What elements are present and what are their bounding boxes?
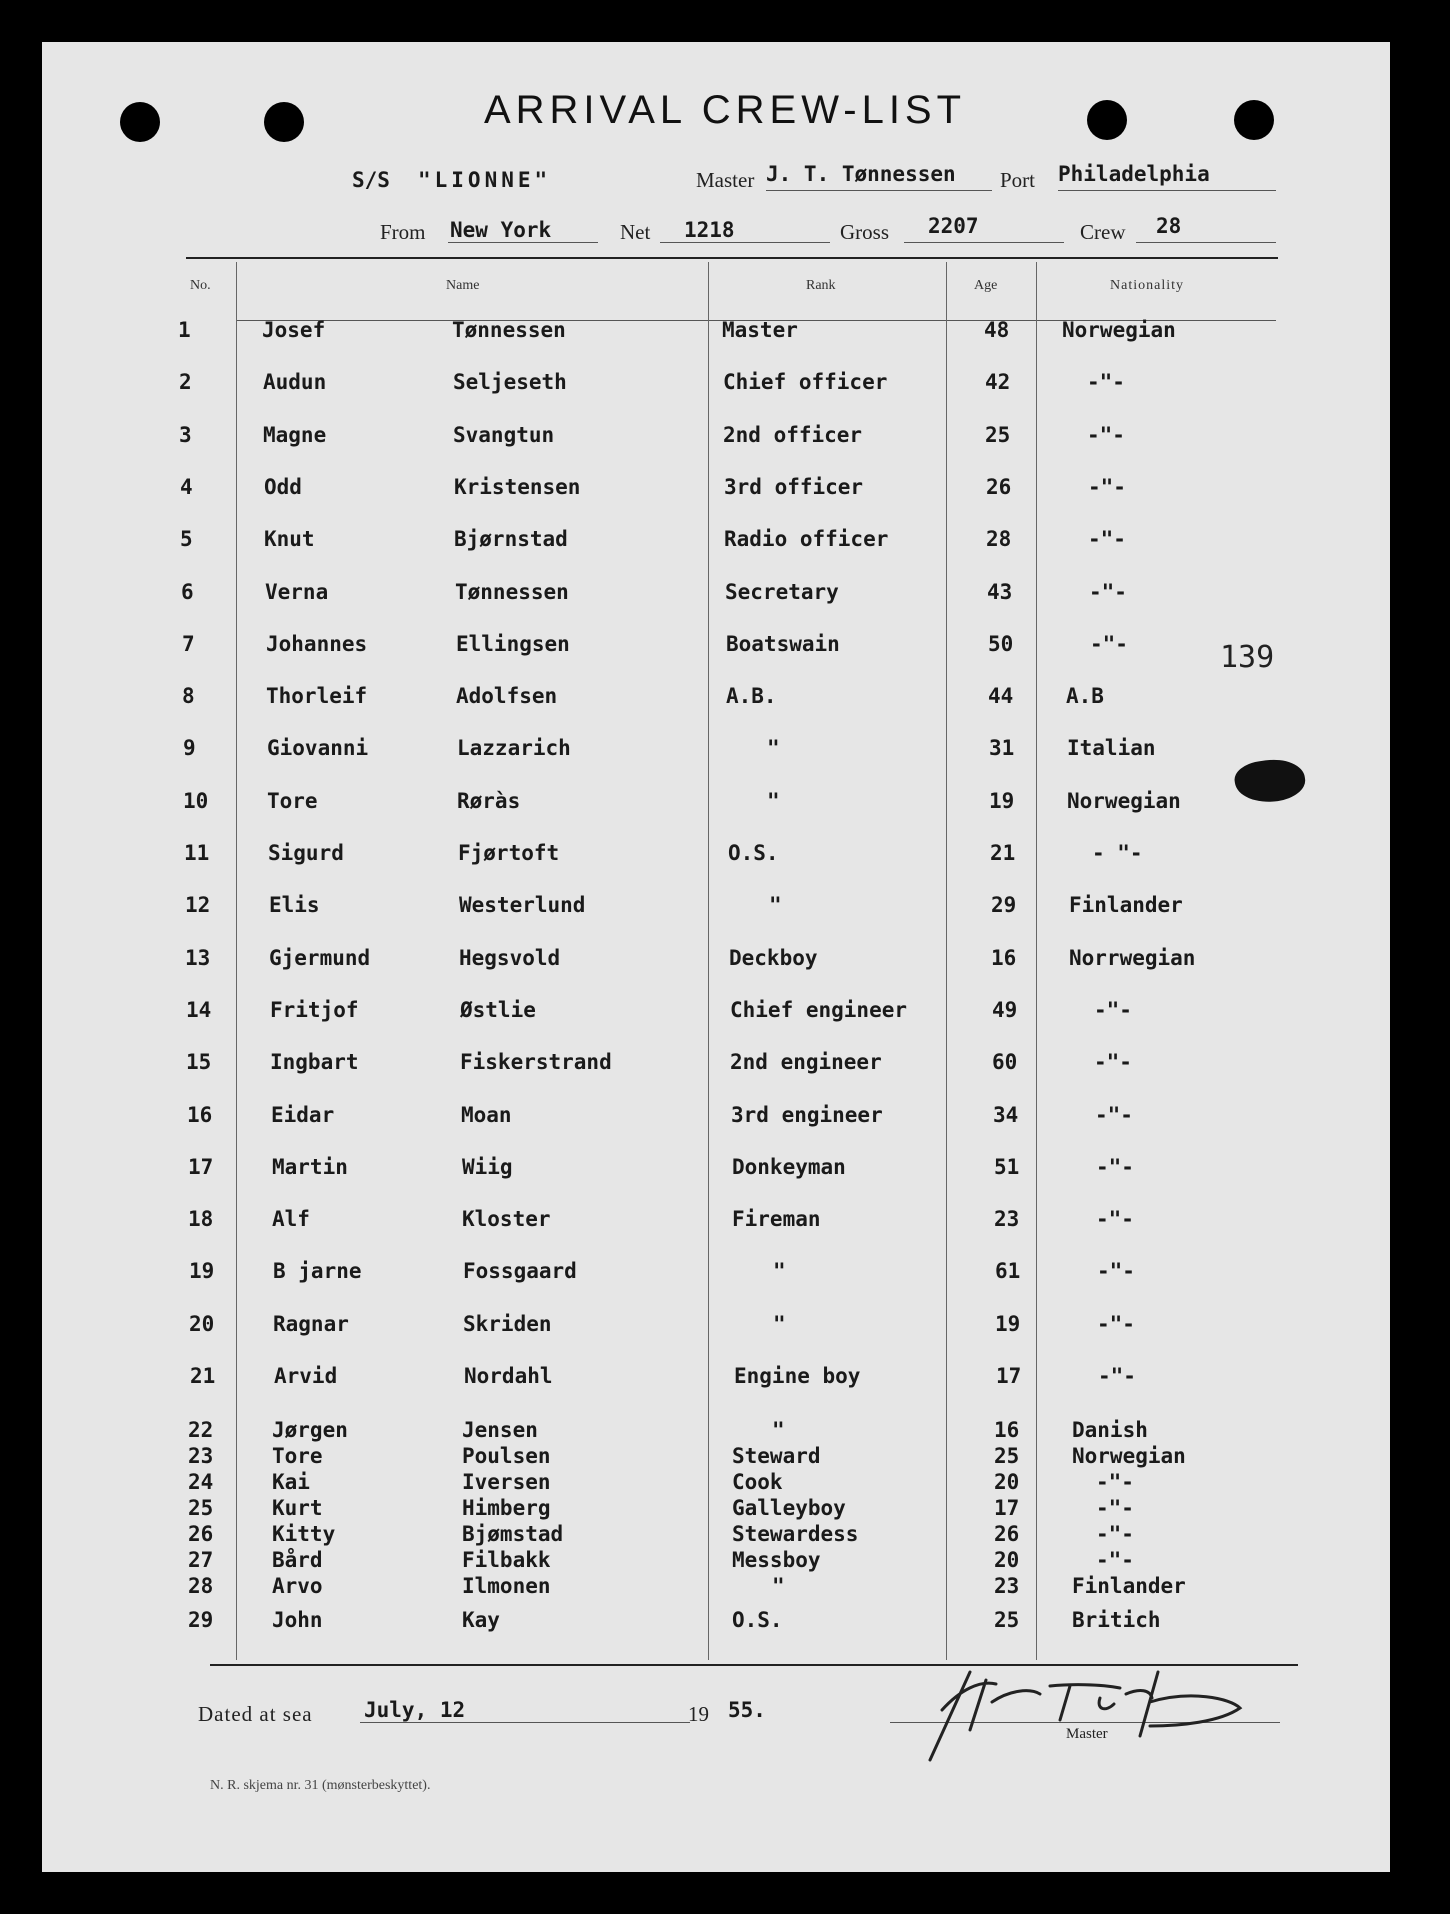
crew-no: 8 bbox=[182, 684, 195, 709]
crew-rank: Engine boy bbox=[734, 1364, 861, 1388]
crew-last-name: Westerlund bbox=[459, 893, 586, 918]
crew-age: 25 bbox=[985, 422, 1011, 447]
crew-no: 21 bbox=[190, 1364, 216, 1388]
crew-no: 9 bbox=[183, 736, 196, 761]
crew-no: 18 bbox=[188, 1207, 214, 1232]
crew-label: Crew bbox=[1080, 220, 1126, 244]
crew-rank: " bbox=[773, 1311, 786, 1336]
gross-value: 2207 bbox=[928, 214, 979, 238]
crew-no: 22 bbox=[188, 1418, 214, 1442]
crew-nationality: Norwegian bbox=[1072, 1444, 1186, 1468]
crew-first-name: Martin bbox=[272, 1154, 348, 1179]
crew-nationality: Norwegian bbox=[1062, 318, 1176, 342]
crew-last-name: Ilmonen bbox=[462, 1574, 551, 1598]
crew-rank: " bbox=[772, 1574, 785, 1598]
crew-no: 19 bbox=[189, 1259, 215, 1284]
crew-age: 31 bbox=[989, 736, 1015, 761]
dated-year-suffix: 55. bbox=[728, 1698, 766, 1722]
table-row bbox=[0, 580, 1450, 610]
table-row bbox=[0, 736, 1450, 766]
crew-rank: Steward bbox=[732, 1444, 821, 1468]
crew-first-name: Thorleif bbox=[266, 684, 368, 709]
crew-first-name: Alf bbox=[272, 1207, 310, 1232]
crew-nationality: -"- bbox=[1087, 422, 1125, 447]
table-row bbox=[0, 1155, 1450, 1185]
crew-nationality: -"- bbox=[1094, 997, 1132, 1022]
stamp-number: 139 bbox=[1220, 640, 1275, 675]
crew-nationality: -"- bbox=[1096, 1548, 1134, 1572]
form-footer: N. R. skjema nr. 31 (mønsterbeskyttet). bbox=[210, 1778, 431, 1793]
crew-first-name: John bbox=[272, 1608, 323, 1632]
crew-last-name: Moan bbox=[461, 1102, 512, 1127]
crew-rank: " bbox=[767, 788, 780, 813]
signature-label: Master bbox=[1066, 1726, 1108, 1742]
crew-age: 19 bbox=[995, 1311, 1021, 1336]
crew-no: 20 bbox=[189, 1311, 215, 1336]
crew-first-name: Johannes bbox=[266, 631, 368, 656]
crew-rank: Chief engineer bbox=[730, 997, 908, 1022]
crew-first-name: Verna bbox=[265, 579, 329, 604]
crew-nationality: Britich bbox=[1072, 1608, 1161, 1632]
crew-first-name: Arvo bbox=[272, 1574, 323, 1598]
crew-rank: 2nd officer bbox=[723, 422, 863, 447]
crew-first-name: Tore bbox=[267, 788, 318, 813]
crew-last-name: Adolfsen bbox=[456, 684, 558, 709]
table-row bbox=[0, 684, 1450, 714]
crew-age: 50 bbox=[988, 631, 1014, 656]
crew-first-name: Magne bbox=[263, 422, 327, 447]
crew-last-name: Himberg bbox=[462, 1496, 551, 1520]
crew-last-name: Nordahl bbox=[464, 1364, 553, 1388]
crew-nationality: -"- bbox=[1096, 1207, 1134, 1232]
crew-no: 7 bbox=[182, 631, 195, 656]
crew-age: 17 bbox=[994, 1496, 1020, 1520]
net-value: 1218 bbox=[684, 218, 735, 242]
table-row bbox=[0, 998, 1450, 1028]
from-label: From bbox=[380, 220, 426, 244]
crew-rank: " bbox=[769, 893, 782, 918]
gross-label: Gross bbox=[840, 220, 890, 244]
crew-last-name: Ellingsen bbox=[456, 631, 570, 656]
crew-nationality: A.B bbox=[1066, 684, 1104, 709]
crew-nationality: -"- bbox=[1096, 1470, 1134, 1494]
table-row bbox=[0, 370, 1450, 400]
crew-last-name: Bjømstad bbox=[462, 1522, 564, 1546]
crew-first-name: Eidar bbox=[271, 1102, 335, 1127]
crew-last-name: Hegsvold bbox=[459, 945, 561, 970]
crew-first-name: Audun bbox=[263, 370, 327, 395]
crew-last-name: Røràs bbox=[457, 788, 521, 813]
crew-no: 13 bbox=[185, 945, 211, 970]
table-row bbox=[0, 1207, 1450, 1237]
crew-no: 17 bbox=[188, 1154, 214, 1179]
col-header-name: Name bbox=[446, 278, 480, 293]
crew-nationality: -"- bbox=[1096, 1522, 1134, 1546]
crew-age: 29 bbox=[991, 893, 1017, 918]
crew-nationality: Norrwegian bbox=[1069, 945, 1196, 970]
crew-rank: Galleyboy bbox=[732, 1496, 846, 1520]
crew-age: 17 bbox=[996, 1364, 1022, 1388]
crew-rank: Cook bbox=[732, 1470, 783, 1494]
crew-age: 21 bbox=[990, 841, 1016, 865]
crew-nationality: -"- bbox=[1096, 1496, 1134, 1520]
crew-age: 43 bbox=[987, 579, 1013, 604]
crew-age: 26 bbox=[994, 1522, 1020, 1546]
crew-no: 12 bbox=[185, 893, 211, 918]
crew-age: 42 bbox=[985, 370, 1011, 395]
crew-rank: Donkeyman bbox=[732, 1154, 846, 1179]
crew-last-name: Skriden bbox=[463, 1311, 552, 1336]
crew-first-name: Elis bbox=[269, 893, 320, 918]
crew-last-name: Iversen bbox=[462, 1470, 551, 1494]
col-header-no: No. bbox=[190, 278, 211, 293]
crew-last-name: Lazzarich bbox=[457, 736, 571, 761]
crew-age: 25 bbox=[994, 1444, 1020, 1468]
crew-last-name: Filbakk bbox=[462, 1548, 551, 1572]
table-top-rule bbox=[186, 257, 1278, 259]
crew-first-name: Kai bbox=[272, 1470, 310, 1494]
crew-age: 23 bbox=[994, 1574, 1020, 1598]
crew-nationality: - "- bbox=[1092, 841, 1143, 865]
crew-age: 19 bbox=[989, 788, 1015, 813]
crew-age: 26 bbox=[986, 474, 1012, 499]
crew-no: 29 bbox=[188, 1608, 214, 1632]
crew-nationality: Finlander bbox=[1069, 893, 1183, 918]
crew-age: 20 bbox=[994, 1470, 1020, 1494]
crew-no: 2 bbox=[179, 370, 192, 395]
crew-age: 34 bbox=[993, 1102, 1019, 1127]
crew-rank: 3rd engineer bbox=[731, 1102, 883, 1127]
crew-age: 51 bbox=[994, 1154, 1020, 1179]
crew-last-name: Tønnessen bbox=[452, 318, 566, 342]
crew-nationality: -"- bbox=[1098, 1364, 1136, 1388]
crew-first-name: Tore bbox=[272, 1444, 323, 1468]
crew-nationality: -"- bbox=[1096, 1154, 1134, 1179]
crew-age: 16 bbox=[991, 945, 1017, 970]
crew-age: 44 bbox=[988, 684, 1014, 709]
crew-rank: A.B. bbox=[726, 684, 777, 709]
crew-rank: " bbox=[767, 736, 780, 761]
table-row bbox=[0, 946, 1450, 976]
crew-no: 1 bbox=[178, 318, 191, 342]
crew-first-name: B jarne bbox=[273, 1259, 362, 1284]
crew-no: 23 bbox=[188, 1444, 214, 1468]
table-row bbox=[0, 841, 1450, 871]
table-row bbox=[0, 789, 1450, 819]
crew-no: 10 bbox=[183, 788, 209, 813]
crew-last-name: Østlie bbox=[460, 997, 536, 1022]
col-header-rank: Rank bbox=[806, 278, 836, 293]
table-row bbox=[0, 1050, 1450, 1080]
crew-no: 16 bbox=[187, 1102, 213, 1127]
net-label: Net bbox=[620, 220, 651, 244]
crew-age: 49 bbox=[992, 997, 1018, 1022]
crew-nationality: -"- bbox=[1087, 370, 1125, 395]
crew-first-name: Bård bbox=[272, 1548, 323, 1572]
crew-first-name: Odd bbox=[264, 474, 302, 499]
vessel-prefix: S/S bbox=[352, 168, 390, 192]
vessel-name: "LIONNE" bbox=[418, 168, 552, 192]
crew-no: 5 bbox=[180, 527, 193, 552]
crew-nationality: -"- bbox=[1094, 1050, 1132, 1075]
crew-age: 48 bbox=[984, 318, 1010, 342]
crew-age: 23 bbox=[994, 1207, 1020, 1232]
crew-rank: Chief officer bbox=[723, 370, 888, 395]
crew-rank: 3rd officer bbox=[724, 474, 864, 499]
crew-nationality: Italian bbox=[1067, 736, 1156, 761]
crew-age: 16 bbox=[994, 1418, 1020, 1442]
crew-last-name: Fjørtoft bbox=[458, 841, 560, 865]
crew-no: 14 bbox=[186, 997, 212, 1022]
dated-label: Dated at sea bbox=[198, 1702, 313, 1726]
crew-rank: Radio officer bbox=[724, 527, 889, 552]
crew-no: 4 bbox=[180, 474, 193, 499]
dated-date: July, 12 bbox=[364, 1698, 466, 1722]
from-value: New York bbox=[450, 218, 552, 242]
crew-first-name: Arvid bbox=[274, 1364, 338, 1388]
crew-last-name: Seljeseth bbox=[453, 370, 567, 395]
crew-first-name: Josef bbox=[262, 318, 326, 342]
crew-nationality: -"- bbox=[1090, 631, 1128, 656]
crew-nationality: -"- bbox=[1097, 1311, 1135, 1336]
master-label: Master bbox=[696, 168, 755, 192]
table-row bbox=[0, 1364, 1450, 1394]
crew-rank: Messboy bbox=[732, 1548, 821, 1572]
crew-first-name: Knut bbox=[264, 527, 315, 552]
crew-no: 3 bbox=[179, 422, 192, 447]
crew-age: 28 bbox=[986, 527, 1012, 552]
crew-rank: Boatswain bbox=[726, 631, 840, 656]
crew-rank: Deckboy bbox=[729, 945, 818, 970]
crew-last-name: Kristensen bbox=[454, 474, 581, 499]
crew-first-name: Kurt bbox=[272, 1496, 323, 1520]
crew-no: 25 bbox=[188, 1496, 214, 1520]
crew-no: 28 bbox=[188, 1574, 214, 1598]
crew-rank: " bbox=[773, 1259, 786, 1284]
crew-last-name: Fiskerstrand bbox=[460, 1050, 612, 1075]
port-label: Port bbox=[1000, 168, 1036, 192]
crew-first-name: Kitty bbox=[272, 1522, 336, 1546]
table-row bbox=[0, 1103, 1450, 1133]
col-header-age: Age bbox=[974, 278, 998, 293]
crew-nationality: Finlander bbox=[1072, 1574, 1186, 1598]
port-value: Philadelphia bbox=[1058, 162, 1210, 186]
crew-nationality: -"- bbox=[1088, 474, 1126, 499]
crew-age: 61 bbox=[995, 1259, 1021, 1284]
crew-rank: Stewardess bbox=[732, 1522, 859, 1546]
crew-last-name: Bjørnstad bbox=[454, 527, 568, 552]
table-row bbox=[0, 527, 1450, 557]
crew-rank: Master bbox=[722, 318, 798, 342]
crew-first-name: Giovanni bbox=[267, 736, 369, 761]
table-row bbox=[0, 475, 1450, 505]
crew-no: 27 bbox=[188, 1548, 214, 1572]
table-row bbox=[0, 1574, 1450, 1604]
crew-no: 24 bbox=[188, 1470, 214, 1494]
crew-no: 11 bbox=[184, 841, 210, 865]
table-row bbox=[0, 318, 1450, 348]
crew-rank: " bbox=[772, 1418, 785, 1442]
dated-year-prefix: 19 bbox=[688, 1702, 709, 1726]
col-header-nationality: Nationality bbox=[1110, 278, 1184, 293]
crew-first-name: Jørgen bbox=[272, 1418, 348, 1442]
crew-value: 28 bbox=[1156, 214, 1182, 238]
crew-last-name: Tønnessen bbox=[455, 579, 569, 604]
crew-no: 6 bbox=[181, 579, 194, 604]
crew-last-name: Fossgaard bbox=[463, 1259, 577, 1284]
crew-last-name: Svangtun bbox=[453, 422, 555, 447]
crew-age: 60 bbox=[992, 1050, 1018, 1075]
crew-last-name: Kay bbox=[462, 1608, 500, 1632]
crew-rank: Secretary bbox=[725, 579, 839, 604]
crew-rank: 2nd engineer bbox=[730, 1050, 882, 1075]
master-signature bbox=[900, 1650, 1260, 1770]
crew-last-name: Wiig bbox=[462, 1154, 513, 1179]
crew-rank: O.S. bbox=[728, 841, 779, 865]
crew-first-name: Gjermund bbox=[269, 945, 371, 970]
crew-age: 25 bbox=[994, 1608, 1020, 1632]
crew-first-name: Fritjof bbox=[270, 997, 359, 1022]
crew-nationality: -"- bbox=[1097, 1259, 1135, 1284]
master-value: J. T. Tønnessen bbox=[766, 162, 956, 186]
crew-nationality: -"- bbox=[1095, 1102, 1133, 1127]
crew-first-name: Ragnar bbox=[273, 1311, 349, 1336]
crew-nationality: Danish bbox=[1072, 1418, 1148, 1442]
crew-last-name: Kloster bbox=[462, 1207, 551, 1232]
crew-nationality: Norwegian bbox=[1067, 788, 1181, 813]
crew-no: 15 bbox=[186, 1050, 212, 1075]
table-row bbox=[0, 1312, 1450, 1342]
crew-rank: O.S. bbox=[732, 1608, 783, 1632]
crew-rank: Fireman bbox=[732, 1207, 821, 1232]
crew-last-name: Poulsen bbox=[462, 1444, 551, 1468]
page-title: ARRIVAL CREW-LIST bbox=[483, 88, 967, 132]
table-row bbox=[0, 1608, 1450, 1638]
crew-first-name: Sigurd bbox=[268, 841, 344, 865]
crew-last-name: Jensen bbox=[462, 1418, 538, 1442]
crew-first-name: Ingbart bbox=[270, 1050, 359, 1075]
crew-nationality: -"- bbox=[1089, 579, 1127, 604]
crew-nationality: -"- bbox=[1088, 527, 1126, 552]
crew-no: 26 bbox=[188, 1522, 214, 1546]
crew-age: 20 bbox=[994, 1548, 1020, 1572]
table-row bbox=[0, 893, 1450, 923]
table-row bbox=[0, 1259, 1450, 1289]
table-row bbox=[0, 423, 1450, 453]
